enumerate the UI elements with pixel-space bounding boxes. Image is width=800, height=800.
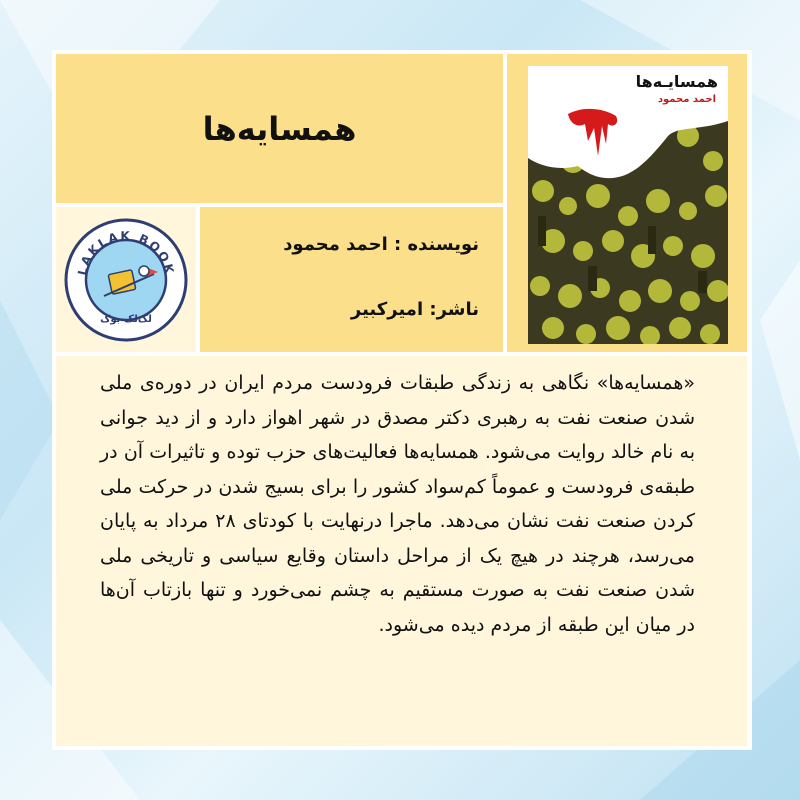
- cover-title: همسایـه‌ها: [635, 72, 718, 91]
- logo-brand-fa: لک‌لک بوک: [100, 313, 152, 325]
- logo-panel: [56, 207, 196, 352]
- cover-panel: [507, 54, 747, 352]
- laklak-book-logo: [62, 216, 190, 344]
- book-description: «همسایه‌ها» نگاهی به زندگی طبقات فرودست مردم ایران در دوره‌ی ملی شدن صنعت نفت به رهبری دکتر مصدق در شهر اهواز دارد و از دید جوانی به نام خالد روایت می‌شود. همسایه‌ها فعالیت‌های حزب توده و تاثیرات آن در طبقه‌ی فرودست و عموماً کم‌سواد کشور را برای بسیج شدن در حرکت ملی کردن صنعت نفت نشان می‌دهد. ماجرا درنهایت با کودتای ۲۸ مرداد به پایان می‌رسد، هرچند در هیچ یک از مراحل داستان وقایع سیاسی و تاریخی ملی شدن صنعت نفت به صورت مستقیم به چشم نمی‌خورد و تنها بازتاب آن‌ها در میان این طبقه از مردم دیده می‌شود.: [100, 372, 695, 636]
- book-title: همسایه‌ها: [202, 109, 357, 148]
- cover-author: احمد محمود: [657, 94, 716, 105]
- author-line: نویسنده : احمد محمود: [283, 234, 479, 255]
- book-cover-image: [528, 66, 728, 344]
- info-panel: [200, 207, 503, 352]
- logo-brand-text: LAKLAK BOOK: [75, 228, 177, 277]
- publisher-line: ناشر: امیرکبیر: [350, 299, 479, 320]
- crowd-illustration: [528, 66, 728, 344]
- book-card: [52, 50, 752, 750]
- title-panel: [56, 54, 503, 203]
- description-panel: [56, 356, 747, 746]
